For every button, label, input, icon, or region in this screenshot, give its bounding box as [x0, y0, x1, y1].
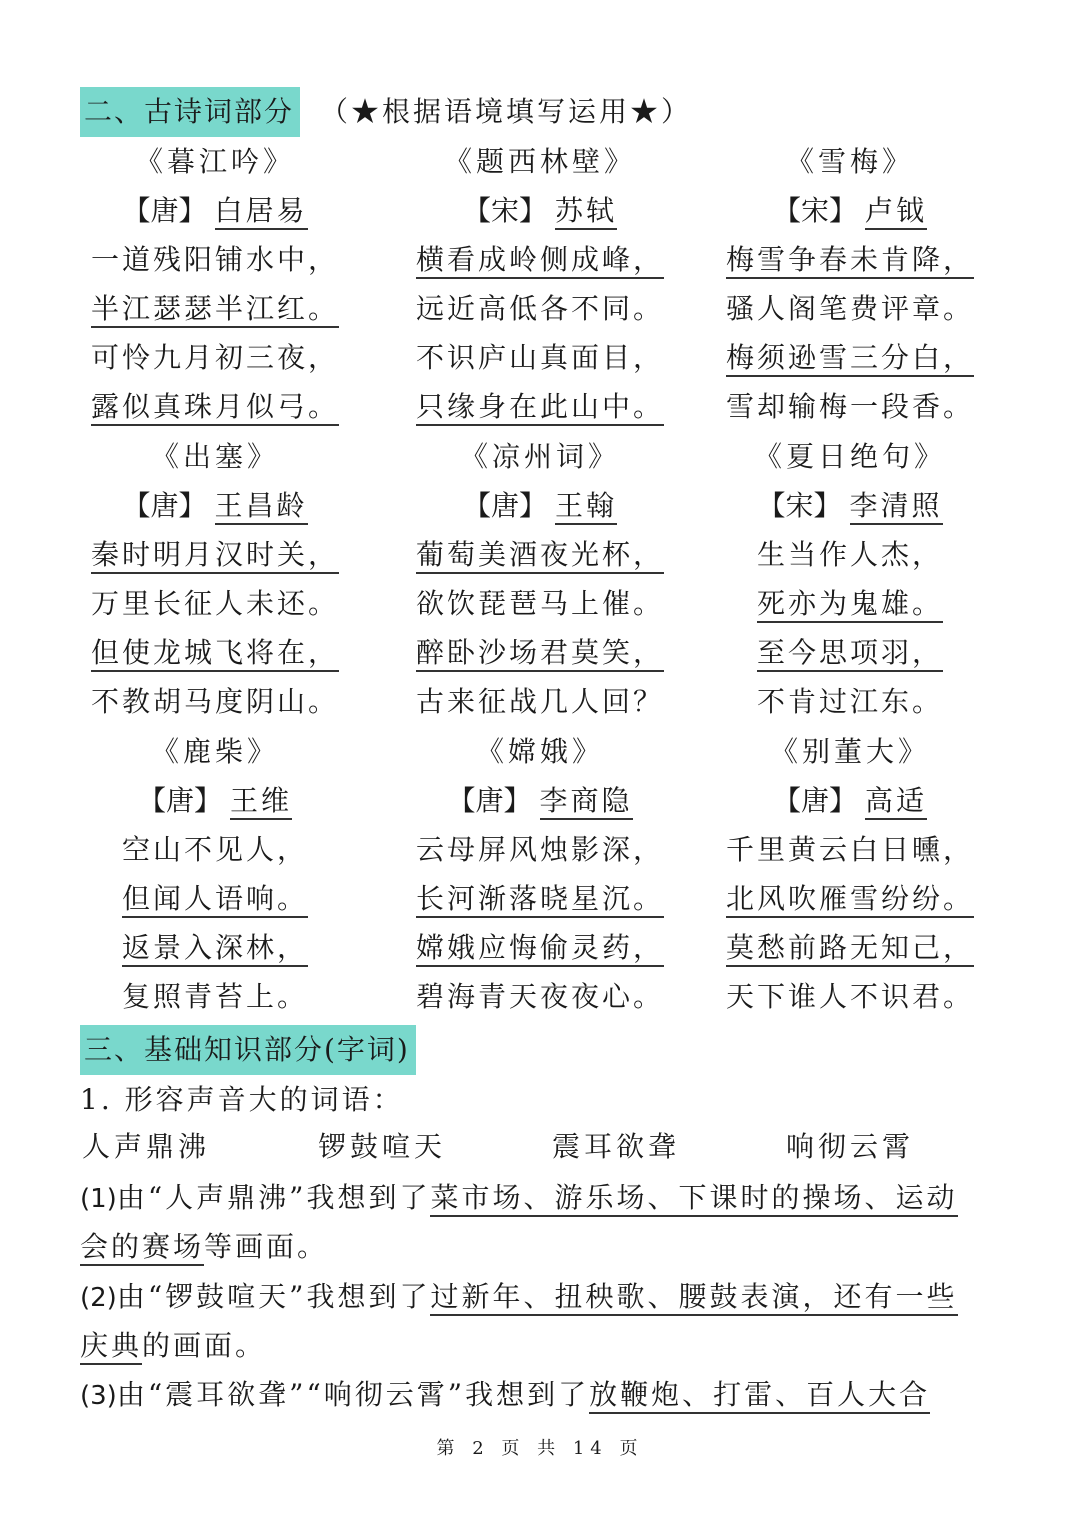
poem-line-row	[700, 926, 1000, 975]
poem-line: 横看成岭侧成峰，	[416, 243, 664, 279]
poem-author-line	[700, 779, 1000, 828]
poem-line: 欲饮琵琶马上催。	[415, 587, 664, 620]
poem-line-row	[65, 385, 365, 434]
answer-2-prompt: 由“锣鼓喧天”我想到了	[116, 1280, 431, 1313]
poem-line: 北风吹雁雪纷纷。	[726, 882, 974, 918]
poem-dynasty: 【唐】	[137, 784, 222, 817]
poem-line-row	[390, 680, 690, 729]
poem-title: 《雪梅》	[785, 145, 914, 178]
poem-line-row	[700, 385, 1000, 434]
poem-line-row	[390, 926, 690, 975]
poem-title: 《题西林壁》	[443, 145, 636, 178]
poem-line: 碧海青天夜夜心。	[415, 980, 664, 1013]
poem-title: 《别董大》	[769, 735, 930, 768]
answer-3-line-1	[80, 1373, 1000, 1418]
poem-line: 不肯过江东。	[756, 685, 943, 718]
poem-line: 骚人阁笔费评章。	[725, 292, 974, 325]
poem-author-line	[65, 484, 365, 533]
poem-line-row	[65, 975, 365, 1024]
poem-line: 天下谁人不识君。	[725, 980, 974, 1013]
poem-line: 但使龙城飞将在，	[91, 636, 339, 672]
poem-line-row	[65, 680, 365, 729]
poem-dynasty: 【宋】	[772, 194, 857, 227]
word-2: 锣鼓喧天	[318, 1130, 447, 1163]
section2-note: （★根据语境填写运用★）	[320, 95, 693, 128]
poem-line-row	[700, 336, 1000, 385]
poem-line: 醉卧沙场君莫笑，	[416, 636, 664, 672]
poem-author-line	[65, 779, 365, 828]
section2-title: 二、古诗词部分	[80, 87, 300, 137]
poem-title: 《鹿柴》	[150, 735, 279, 768]
poem-line-row	[390, 287, 690, 336]
poem-line-row	[390, 631, 690, 680]
poem-author-line	[390, 779, 690, 828]
poem-line: 一道残阳铺水中，	[90, 243, 339, 276]
poem-author-line	[390, 484, 690, 533]
poem-line: 秦时明月汉时关，	[91, 538, 339, 574]
word-4: 响彻云霄	[786, 1130, 915, 1163]
poem-line-row	[700, 533, 1000, 582]
poem-line: 半江瑟瑟半江红。	[91, 292, 339, 328]
poem-line: 只缘身在此山中。	[416, 390, 664, 426]
answer-1-prompt: 由“人声鼎沸”我想到了	[116, 1181, 431, 1214]
poem-line-row	[65, 238, 365, 287]
poem-dynasty: 【唐】	[122, 194, 207, 227]
poem-line-row	[65, 336, 365, 385]
poem-line: 雪却输梅一段香。	[725, 390, 974, 423]
poem-line: 梅雪争春未肯降，	[726, 243, 974, 279]
poem-author: 李商隐	[540, 784, 633, 820]
poem-line: 至今思项羽，	[757, 636, 943, 672]
poem-line: 生当作人杰，	[756, 538, 943, 571]
word-1: 人声鼎沸	[82, 1130, 211, 1163]
poem-author-line	[700, 484, 1000, 533]
poem-line: 梅须逊雪三分白，	[726, 341, 974, 377]
poem-line: 嫦娥应悔偷灵药，	[416, 931, 664, 967]
poem-line: 万里长征人未还。	[90, 587, 339, 620]
poem-line: 死亦为鬼雄。	[757, 587, 943, 623]
poem-author: 卢钺	[865, 194, 927, 230]
poem-dynasty: 【唐】	[772, 784, 857, 817]
answer-2-line-2	[80, 1324, 1000, 1368]
answer-3-prompt: 由“震耳欲聋”“响彻云霄”我想到了	[116, 1378, 590, 1411]
answer-3-fill-1: 放鞭炮、打雷、百人大合	[589, 1378, 930, 1414]
poem-line-row	[390, 336, 690, 385]
answer-1-fill-1: 菜市场、游乐场、下课时的操场、运动	[430, 1181, 957, 1217]
answer-2-fill-2: 庆典	[80, 1329, 142, 1365]
poem-line: 千里黄云白日曛，	[725, 833, 974, 866]
poem-author: 白居易	[215, 194, 308, 230]
poem-line: 空山不见人，	[121, 833, 308, 866]
poem-author: 王昌龄	[215, 489, 308, 525]
poem-author: 李清照	[850, 489, 943, 525]
poem-line-row	[700, 631, 1000, 680]
question-1: 1. 形容声音大的词语：	[80, 1083, 404, 1116]
poem-line-row	[390, 582, 690, 631]
poem-dynasty: 【唐】	[462, 489, 547, 522]
poem-author: 王翰	[555, 489, 617, 525]
poem-line-row	[390, 828, 690, 877]
poem-title: 《夏日绝句》	[753, 440, 946, 473]
poem-author-line	[65, 189, 365, 238]
poem-line-row	[65, 582, 365, 631]
poem-line-row	[700, 828, 1000, 877]
poem-line-row	[700, 287, 1000, 336]
poem-line-row	[65, 828, 365, 877]
poem-title: 《凉州词》	[459, 440, 620, 473]
poem-title: 《出塞》	[150, 440, 279, 473]
poem-line-row	[700, 975, 1000, 1024]
answer-1-number: (1)	[80, 1184, 117, 1214]
poem-line-row	[390, 877, 690, 926]
poem-dynasty: 【唐】	[447, 784, 532, 817]
poem-line: 长河渐落晓星沉。	[416, 882, 664, 918]
answer-1-fill-2: 会的赛场	[80, 1230, 204, 1266]
poem-line-row	[390, 385, 690, 434]
poem-title: 《嫦娥》	[475, 735, 604, 768]
poem-line: 葡萄美酒夜光杯，	[416, 538, 664, 574]
section3-header	[80, 1025, 416, 1075]
poem-line-row	[65, 533, 365, 582]
answer-2-end: 的画面。	[142, 1329, 267, 1362]
poem-line-row	[700, 582, 1000, 631]
poem-line: 不教胡马度阴山。	[90, 685, 339, 718]
poem-line-row	[390, 238, 690, 287]
poem-line: 古来征战几人回？	[415, 685, 664, 718]
poem-line: 复照青苔上。	[121, 980, 308, 1013]
poem-line-row	[65, 877, 365, 926]
section2-header	[80, 87, 692, 137]
answer-3-number: (3)	[80, 1381, 117, 1411]
answer-2-number: (2)	[80, 1283, 117, 1313]
poem-title: 《暮江吟》	[134, 145, 295, 178]
poem-line-row	[390, 975, 690, 1024]
poem-dynasty: 【宋】	[462, 194, 547, 227]
poem-line-row	[700, 680, 1000, 729]
poem-author-line	[390, 189, 690, 238]
poem-author-line	[700, 189, 1000, 238]
answer-1-line-2	[80, 1225, 1000, 1269]
poem-author: 高适	[865, 784, 927, 820]
poem-line: 不识庐山真面目，	[415, 341, 664, 374]
poem-line: 莫愁前路无知己，	[726, 931, 974, 967]
poem-line-row	[390, 533, 690, 582]
poem-line-row	[65, 926, 365, 975]
answer-1-end: 等画面。	[204, 1230, 329, 1263]
answer-2-line-1	[80, 1275, 1000, 1320]
poem-line-row	[700, 877, 1000, 926]
answer-1-line-1	[80, 1176, 1000, 1221]
poem-line: 露似真珠月似弓。	[91, 390, 339, 426]
poem-dynasty: 【宋】	[757, 489, 842, 522]
poem-line-row	[65, 631, 365, 680]
answer-2-fill-1: 过新年、扭秧歌、腰鼓表演，还有一些	[430, 1280, 957, 1316]
poem-line-row	[65, 287, 365, 336]
poem-author: 苏轼	[555, 194, 617, 230]
poem-line: 但闻人语响。	[122, 882, 308, 918]
page-footer: 第 2 页 共 14 页	[436, 1438, 644, 1459]
poem-author: 王维	[230, 784, 292, 820]
poem-line: 云母屏风烛影深，	[415, 833, 664, 866]
word-3: 震耳欲聋	[552, 1130, 681, 1163]
poem-line: 远近高低各不同。	[415, 292, 664, 325]
poem-line: 可怜九月初三夜，	[90, 341, 339, 374]
poem-line-row	[700, 238, 1000, 287]
poem-line: 返景入深林，	[122, 931, 308, 967]
poem-dynasty: 【唐】	[122, 489, 207, 522]
section3-title: 三、基础知识部分(字词)	[80, 1025, 416, 1075]
